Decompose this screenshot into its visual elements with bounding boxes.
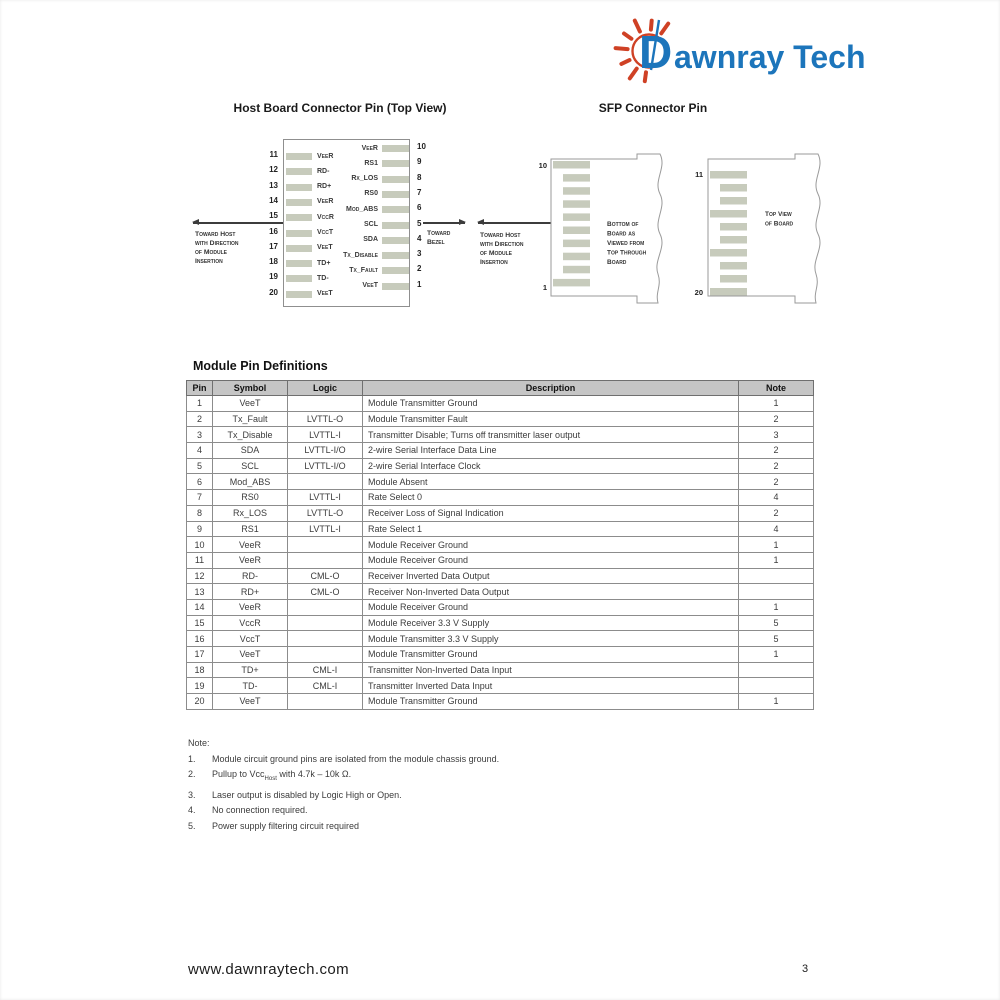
pin-label: VeeR [317, 198, 334, 206]
table-cell: 19 [187, 678, 213, 694]
note-number: 4. [188, 805, 196, 816]
table-cell [288, 474, 363, 490]
table-cell: Receiver Loss of Signal Indication [363, 505, 739, 521]
pin-pad [286, 291, 312, 298]
pin-pad [720, 275, 747, 283]
table-cell: 16 [187, 631, 213, 647]
pin-pad [382, 176, 409, 183]
table-cell [739, 678, 814, 694]
table-cell: VeeR [213, 599, 288, 615]
table-cell: 18 [187, 662, 213, 678]
left-arrow-icon [193, 222, 283, 224]
table-cell: VccT [213, 631, 288, 647]
table-cell: TD+ [213, 662, 288, 678]
table-cell: 5 [739, 615, 814, 631]
table-cell: 12 [187, 568, 213, 584]
pin-label: RS1 [364, 159, 378, 167]
table-row [187, 521, 814, 537]
notes-heading: Note: [188, 738, 210, 748]
pin-pad [286, 153, 312, 160]
table-cell: Tx_Disable [213, 427, 288, 443]
pin-label: Tx_Fault [349, 266, 378, 274]
pin-pad [720, 262, 747, 270]
pin-label: VeeR [317, 152, 334, 160]
pin-number: 10 [538, 161, 547, 170]
pin-pad [382, 160, 409, 167]
note-item [188, 752, 708, 768]
table-cell: Module Transmitter Ground [363, 647, 739, 663]
pin-label: VeeR [361, 144, 378, 152]
page-number: 3 [802, 963, 809, 975]
pin-pad [382, 145, 409, 152]
pin-number: 18 [269, 257, 278, 267]
pin-number: 1 [542, 283, 547, 292]
pin-pad [286, 230, 312, 237]
table-cell: 2-wire Serial Interface Data Line [363, 443, 739, 459]
table-cell: VccR [213, 615, 288, 631]
table-cell: SDA [213, 443, 288, 459]
table-row [187, 615, 814, 631]
table-cell: Module Absent [363, 474, 739, 490]
table-cell [288, 631, 363, 647]
table-cell: VeeR [213, 552, 288, 568]
table-row [187, 490, 814, 506]
table-cell: LVTTL-I [288, 427, 363, 443]
pin-number: 13 [269, 180, 278, 190]
notes-section [188, 736, 708, 834]
pin-pad [286, 214, 312, 221]
table-cell: Module Transmitter Ground [363, 396, 739, 412]
note-number: 2. [188, 769, 196, 780]
table-cell: Module Transmitter Fault [363, 411, 739, 427]
note-item [188, 767, 708, 787]
table-row [187, 568, 814, 584]
pin-number: 16 [269, 226, 278, 236]
pin-number: 9 [417, 157, 422, 167]
pin-label: Tx_Disable [343, 251, 378, 259]
table-row [187, 411, 814, 427]
table-cell: 2 [739, 443, 814, 459]
table-row [187, 694, 814, 710]
table-cell: LVTTL-I [288, 490, 363, 506]
note-number: 5. [188, 820, 196, 831]
pin-label: RD+ [317, 183, 332, 191]
table-cell: 17 [187, 647, 213, 663]
table-cell: CML-I [288, 678, 363, 694]
table-cell: 14 [187, 599, 213, 615]
table-cell [288, 552, 363, 568]
pin-number: 14 [269, 195, 278, 205]
table-row [187, 443, 814, 459]
sun-ray [621, 60, 629, 64]
table-cell: RS0 [213, 490, 288, 506]
sfp-boards-diagram [520, 145, 832, 317]
table-cell: LVTTL-I/O [288, 458, 363, 474]
pin-number: 2 [417, 264, 422, 274]
pin-number: 20 [694, 288, 703, 297]
table-cell: 2 [187, 411, 213, 427]
pin-pad [563, 253, 590, 261]
pin-pad [563, 227, 590, 235]
pin-number: 8 [417, 172, 422, 182]
pin-label: Mod_ABS [345, 205, 378, 213]
sun-ray [630, 69, 637, 79]
pin-pad [553, 279, 590, 287]
pin-pad [563, 266, 590, 274]
table-cell: Tx_Fault [213, 411, 288, 427]
table-cell: SCL [213, 458, 288, 474]
pin-pad [710, 249, 747, 257]
table-cell: 2 [739, 505, 814, 521]
table-cell: 9 [187, 521, 213, 537]
logo-initial: D [639, 26, 673, 78]
pin-label: SCL [364, 221, 378, 228]
pin-label: RS0 [364, 190, 378, 198]
toward-host-label: Toward Host with Direction of Module Insertion [480, 232, 524, 266]
table-row [187, 678, 814, 694]
table-cell: 2-wire Serial Interface Clock [363, 458, 739, 474]
note-number: 1. [188, 753, 196, 764]
pin-pad [710, 171, 747, 179]
table-cell [739, 568, 814, 584]
module-pin-definitions-table [186, 380, 814, 710]
pin-pad [563, 240, 590, 248]
pin-number: 5 [417, 218, 422, 228]
note-text: Laser output is disabled by Logic High or Open. [212, 789, 402, 800]
table-cell: 1 [739, 396, 814, 412]
pin-number: 11 [695, 170, 703, 179]
table-cell: VeeT [213, 396, 288, 412]
table-cell: 13 [187, 584, 213, 600]
pin-pad [720, 184, 747, 192]
host-board-title: Host Board Connector Pin (Top View) [233, 101, 447, 115]
pin-label: RD- [317, 167, 330, 175]
table-cell: 7 [187, 490, 213, 506]
table-cell: Module Transmitter 3.3 V Supply [363, 631, 739, 647]
pin-number: 7 [417, 187, 422, 197]
toward-host-label: Toward Host with Direction of Module Insertion [195, 231, 239, 265]
pin-pad [710, 288, 747, 296]
table-cell: 1 [187, 396, 213, 412]
table-cell: 4 [739, 521, 814, 537]
pin-pad [286, 245, 312, 252]
sun-ray [624, 34, 631, 39]
table-cell: 20 [187, 694, 213, 710]
table-cell: Module Receiver 3.3 V Supply [363, 615, 739, 631]
pin-pad [382, 252, 409, 259]
pin-label: VccR [317, 213, 334, 221]
pin-pad [382, 267, 409, 274]
table-cell: 1 [739, 694, 814, 710]
table-cell: Module Transmitter Ground [363, 694, 739, 710]
note-text: Pullup to Vcc$_{Host}$ with 4.7k – 10k Ω. [212, 769, 352, 782]
pin-number: 17 [269, 241, 278, 251]
table-cell: 4 [739, 490, 814, 506]
table-cell [739, 584, 814, 600]
table-cell: Transmitter Non-Inverted Data Input [363, 662, 739, 678]
table-cell: LVTTL-I [288, 521, 363, 537]
table-cell: LVTTL-I/O [288, 443, 363, 459]
pin-number: 11 [269, 150, 278, 159]
table-cell: Receiver Non-Inverted Data Output [363, 584, 739, 600]
pin-label: Rx_LOS [351, 175, 378, 183]
table-cell: 8 [187, 505, 213, 521]
table-row [187, 647, 814, 663]
table-cell: Transmitter Inverted Data Input [363, 678, 739, 694]
note-item [188, 788, 708, 804]
table-cell: 3 [187, 427, 213, 443]
column-header: Symbol [213, 381, 288, 396]
logo-text: awnray Tech [674, 39, 866, 75]
pin-pad [563, 213, 590, 221]
pin-label: TD- [317, 274, 329, 282]
pin-pad [286, 260, 312, 267]
table-cell [288, 694, 363, 710]
pin-pad [286, 275, 312, 282]
table-cell: Rx_LOS [213, 505, 288, 521]
note-number: 3. [188, 789, 196, 800]
pin-number: 19 [269, 272, 278, 282]
table-cell: 3 [739, 427, 814, 443]
pin-pad [563, 187, 590, 195]
pin-number: 4 [417, 233, 422, 243]
pin-pad [720, 223, 747, 231]
table-row [187, 599, 814, 615]
pin-pad [286, 199, 312, 206]
pin-pad [286, 184, 312, 191]
table-cell: RD+ [213, 584, 288, 600]
pin-pad [563, 174, 590, 182]
note-text: No connection required. [212, 805, 308, 816]
table-cell: 5 [187, 458, 213, 474]
table-cell: Module Receiver Ground [363, 599, 739, 615]
footer-website: www.dawnraytech.com [188, 961, 349, 978]
table-cell: 1 [739, 552, 814, 568]
table-cell: CML-O [288, 568, 363, 584]
note-text: Power supply filtering circuit required [212, 820, 360, 831]
table-cell: Rate Select 0 [363, 490, 739, 506]
pin-number: 12 [269, 165, 278, 175]
top-view-caption: Top View of Board [765, 211, 794, 228]
table-row [187, 427, 814, 443]
table-row [187, 505, 814, 521]
column-header: Note [739, 381, 814, 396]
table-cell [288, 537, 363, 553]
table-row [187, 584, 814, 600]
pin-label: VeeT [317, 290, 333, 298]
sfp-connector-title: SFP Connector Pin [598, 101, 708, 115]
column-header: Logic [288, 381, 363, 396]
pin-pad [382, 222, 409, 229]
table-heading: Module Pin Definitions [193, 359, 328, 373]
table-cell: 1 [739, 599, 814, 615]
table-cell: LVTTL-O [288, 505, 363, 521]
note-item [188, 819, 708, 835]
pin-number: 10 [417, 142, 426, 151]
table-row [187, 474, 814, 490]
pin-pad [720, 236, 747, 244]
note-text: Module circuit ground pins are isolated from the module chassis ground. [212, 753, 500, 764]
table-cell: 5 [739, 631, 814, 647]
table-row [187, 552, 814, 568]
host-connector-outline [283, 139, 410, 307]
table-cell: VeeT [213, 647, 288, 663]
pin-pad [382, 206, 409, 213]
table-cell: 11 [187, 552, 213, 568]
pin-pad [382, 237, 409, 244]
table-cell: 4 [187, 443, 213, 459]
table-cell: Module Receiver Ground [363, 537, 739, 553]
pin-number: 6 [417, 203, 422, 213]
column-header: Description [363, 381, 739, 396]
table-cell: 2 [739, 411, 814, 427]
pin-number: 3 [417, 249, 422, 259]
pin-pad [563, 200, 590, 208]
table-cell: Mod_ABS [213, 474, 288, 490]
pin-pad [382, 191, 409, 198]
note-item [188, 803, 708, 819]
column-header: Pin [187, 381, 213, 396]
table-cell: 10 [187, 537, 213, 553]
pin-number: 15 [269, 211, 278, 221]
table-cell: LVTTL-O [288, 411, 363, 427]
table-cell: 1 [739, 647, 814, 663]
table-cell: 15 [187, 615, 213, 631]
table-cell: RD- [213, 568, 288, 584]
pin-label: TD+ [317, 259, 331, 267]
table-cell: 2 [739, 458, 814, 474]
table-cell [288, 647, 363, 663]
pin-pad [553, 161, 590, 169]
table-cell: RS1 [213, 521, 288, 537]
table-row [187, 458, 814, 474]
pin-label: VeeT [317, 244, 333, 252]
table-row [187, 631, 814, 647]
table-cell: 1 [739, 537, 814, 553]
pin-number: 20 [269, 287, 278, 297]
table-cell: Receiver Inverted Data Output [363, 568, 739, 584]
pin-pad [382, 283, 409, 290]
pin-label: VeeT [362, 282, 378, 290]
table-cell [288, 396, 363, 412]
table-cell [739, 662, 814, 678]
table-cell: Transmitter Disable; Turns off transmitter laser output [363, 427, 739, 443]
pin-number: 1 [417, 279, 422, 289]
table-cell: Rate Select 1 [363, 521, 739, 537]
table-cell: CML-O [288, 584, 363, 600]
table-row [187, 662, 814, 678]
table-cell: VeeT [213, 694, 288, 710]
table-cell: TD- [213, 678, 288, 694]
table-row [187, 396, 814, 412]
table-cell: Module Receiver Ground [363, 552, 739, 568]
table-cell [288, 599, 363, 615]
toward-bezel-label: Toward Bezel [427, 230, 451, 246]
table-cell: 2 [739, 474, 814, 490]
sun-ray [616, 48, 628, 49]
pin-pad [720, 197, 747, 205]
pin-label: SDA [363, 236, 378, 244]
table-header-row [187, 381, 814, 396]
table-cell: VeeR [213, 537, 288, 553]
table-row [187, 537, 814, 553]
pin-pad [710, 210, 747, 218]
dawnray-tech-logo [602, 8, 877, 84]
pin-label: VccT [317, 229, 334, 236]
table-cell: 6 [187, 474, 213, 490]
pin-pad [286, 168, 312, 175]
table-cell: CML-I [288, 662, 363, 678]
table-cell [288, 615, 363, 631]
bottom-view-caption: Bottom of Board as Viewed from Top Through Board [607, 221, 647, 266]
